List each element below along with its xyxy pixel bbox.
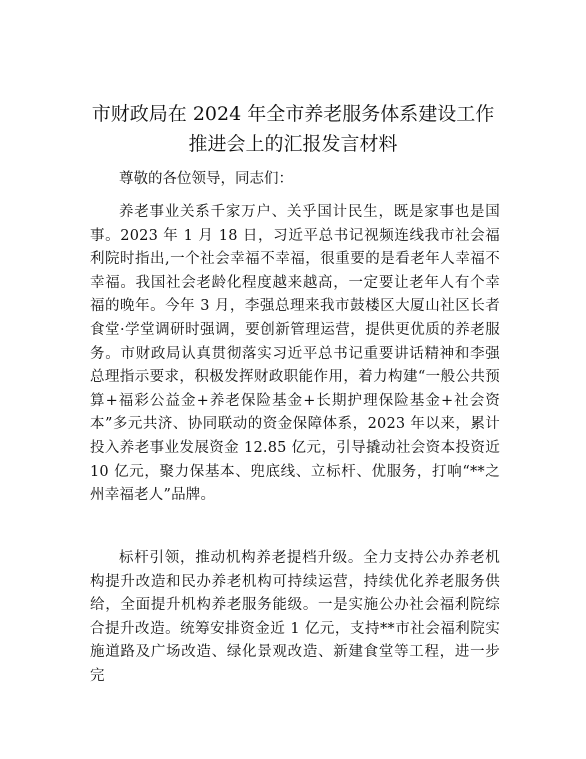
document-title-line-2: 推进会上的汇报发言材料 — [188, 133, 398, 155]
body-paragraph: 养老事业关系千家万户、关乎国计民生，既是家事也是国事。2023 年 1 月 18 日，习近平总书记视频连线我市社会福利院时指出,一个社会幸福不幸福，很重要的是看老年人幸福不幸福。我国社会老龄化程度越来越高，一定要让老年人有个幸福的晚年。今年 3 月，李强总理来我市鼓楼区大厦山社区长者食堂·学堂调研时强调，要创新管理运营，提供更优质的养老服务。市财政局认真贯彻落实习近平总书记重要讲话精神和李强总理指示要求，积极发挥财政职能作用，着力构建“一般公共预算+福彩公益金+养老保险基金+长期护理保险基金+社会资本”多元共济、协同联动的资金保障体系，2023 年以来，累计投入养老事业发展资金 12.85 亿元，引导撬动社会资本投资近 10 亿元，聚力保基本、兜底线、立标杆、优服务，打响“**之州幸福老人”品牌。 — [90, 204, 500, 504]
document-title-line-1: 市财政局在 2024 年全市养老服务体系建设工作 — [91, 103, 495, 125]
salutation: 尊敬的各位领导，同志们： — [119, 171, 293, 187]
body-paragraph: 标杆引领，推动机构养老提档升级。全力支持公办养老机构提升改造和民办养老机构可持续运营，持续优化养老服务供给，全面提升机构养老服务能级。一是实施公办社会福利院综合提升改造。统筹安排资金近 1 亿元，支持**市社会福利院实施道路及广场改造、绿化景观改造、新建食堂等工程，进一步完 — [90, 550, 500, 684]
